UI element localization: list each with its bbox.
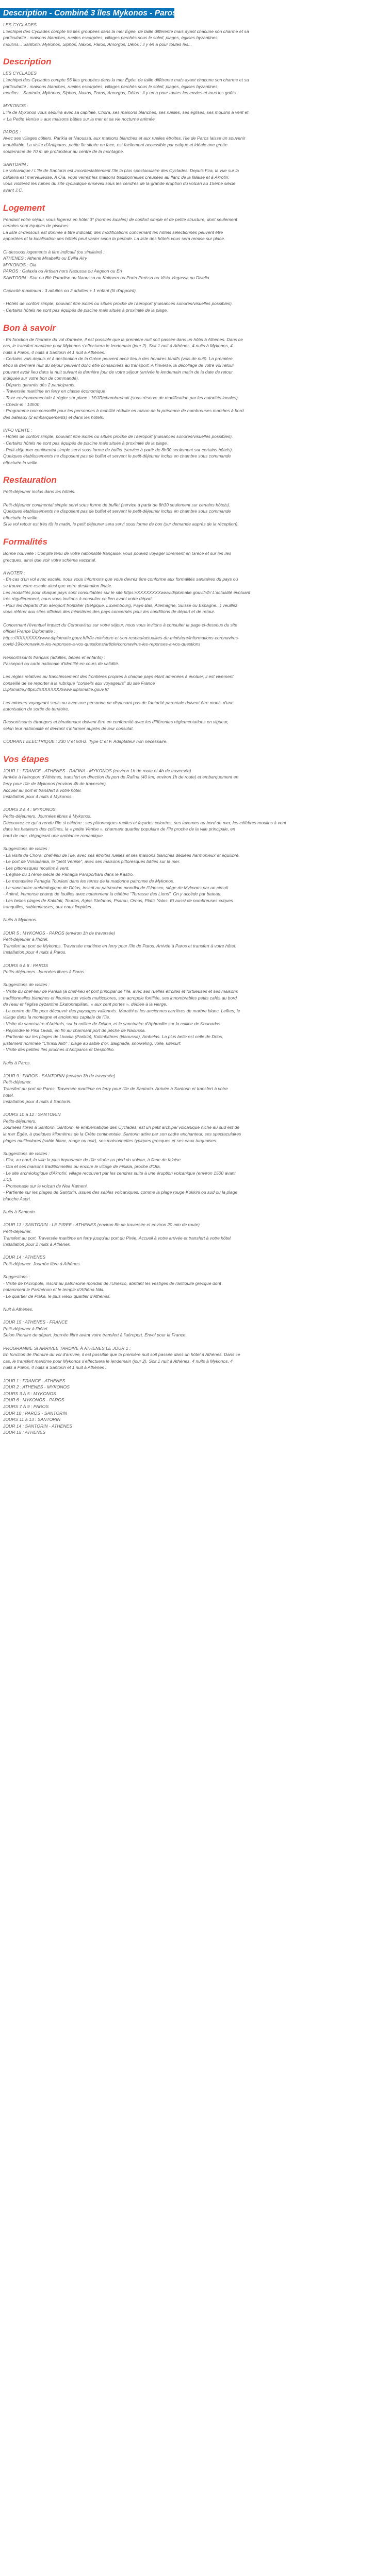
title-banner <box>0 8 226 18</box>
text-line: blanche Aspri. <box>3 1196 31 1201</box>
text-line: ATHENES : Athens Mirabello ou Evilia Airy <box>3 256 87 261</box>
paragraph-gap <box>3 281 385 288</box>
text-line: « La Petite Venise » aux maisons bâties sur la mer et sa vie nocturne animée. <box>3 116 156 122</box>
paragraph-gap <box>3 1105 385 1112</box>
section <box>3 323 385 466</box>
paragraph-gap <box>3 155 385 161</box>
text-line: - Programme non conseillé pour les personnes à mobilité réduite en raison de la présence de nombreuses marches à bord <box>3 408 244 414</box>
text-line: PAROS : <box>3 129 21 134</box>
text-line: - La visite de Chora, chef-lieu de l'île, avec ses étroites ruelles et ses maisons blanches dédiées harmonieux et équilibré. <box>3 852 240 858</box>
page-title: Description - Combiné 3 îles Mykonos - Paros - Santorin 3* <box>3 9 226 18</box>
paragraph-gap <box>3 1248 385 1255</box>
text-line: Si le vol retour est très tôt le matin, le petit déjeuner sera servi sous forme de box (sur demande auprès de la réception). <box>3 521 239 527</box>
text-line: cas, le transfert maritime pour Mykonos s'effectuera le lendemain (jour 2). Soit 1 nuit à Athènes, 4 nuits à Mykonos, 4 <box>3 343 233 349</box>
text-line: Petits-déjeuners. Journées libres à Paros. <box>3 969 86 975</box>
text-line: JOUR 13 : SANTORIN - LE PIREE - ATHENES (environ 8h de traversée et environ 20 min de route) <box>3 1222 200 1228</box>
text-line: Transfert au port de Mykonos. Traversée maritime en ferry pour l'île de Paros. Arrivée à Paros et transfert à votre hôtel. <box>3 943 236 948</box>
text-line: MYKONOS : <box>3 103 28 109</box>
text-line: caldeira est merveilleuse. A Oïa, vous verrez les maisons traditionnelles creusées au flanc de la falaise et à Akrotiri, <box>3 174 230 180</box>
text-line: notamment le Parthénon et le temple d'Athéna Niki. <box>3 1287 105 1293</box>
text-line: Suggestions de visites : <box>3 845 50 851</box>
paragraph-gap <box>3 294 385 301</box>
section <box>3 57 385 193</box>
text-line: Petit-déjeuner à l'hôtel. <box>3 1326 48 1331</box>
text-line: Concernant l'éventuel impact du Coronavirus sur votre séjour, nous vous invitons à consulter la page ci-dessous du site <box>3 622 238 628</box>
text-line: - Oïa et ses maisons traditionnelles ou encore le village de Finikia, proche d'Oïa. <box>3 1164 161 1170</box>
text-line: JOURS 2 à 4 : MYKONOS <box>3 807 56 812</box>
text-line: - Le site archéologique d'Akrotiri, village recouvert par les cendres suite à une éruption volcanique (environ 1500 avant <box>3 1170 236 1176</box>
text-line: - Visite des petites îles proches d'Antiparos et Despotiko. <box>3 1047 115 1053</box>
text-line: Suggestions : <box>3 1274 30 1280</box>
paragraph-gap <box>3 1144 385 1150</box>
text-line: Avec ses villages côtiers, Parikia et Naoussa, aux maisons blanches et aux ruelles étroites, l'île de Paros laisse un souvenir <box>3 135 246 141</box>
text-line: - Partiente sur les plages de Livadia (Parikia), Kolimbithres (Naoussa), Ambelas. La plus belle est celle de Drios, <box>3 1034 223 1040</box>
text-line: Ressortissants français (adultes, bébés et enfants) : <box>3 654 105 660</box>
text-line: nuits à Paros, 4 nuits à Santorin et 1 nuit à Athènes : <box>3 1365 107 1370</box>
text-line: - Check-in : 14h00 <box>3 401 40 407</box>
text-line: la mer Égée, à quelques kilomètres de la Crète continentale. Santorin attire par son cadre enchanteur, ses spectaculaires <box>3 1131 241 1137</box>
text-line: J.C). <box>3 1177 13 1182</box>
text-line: très régulièrement, nous vous invitons à consulter ce lien avant votre départ. <box>3 596 153 602</box>
text-line: Petit-déjeuner inclus dans les hôtels. <box>3 489 75 495</box>
paragraph-gap <box>3 1313 385 1319</box>
section-heading: Vos étapes <box>3 754 50 764</box>
paragraph-gap <box>3 667 385 674</box>
text-line: - Pour les départs d'un aéroport frontalier (Belgique, Luxembourg, Pays-Bas, Allemagne, Suisse ou Espagne...) veuillez <box>3 602 238 608</box>
text-line: traditionnelles blanches et fleuries aux volets multicolores, son acropole fortifiée, ses innombrables petits cafés au bord <box>3 995 237 1001</box>
text-line: - En fonction de l'horaire du vol d'arrivée, il est possible que la première nuit soit passée dans un hôtel à Athènes. Dans ce <box>3 336 243 342</box>
text-line: selon leur nationalité et devront s'informer auprès de leur consulat. <box>3 726 134 732</box>
text-line: Petit-déjeuner à l'hôtel. <box>3 937 48 942</box>
text-line: se trouve votre escale ainsi que votre destination finale. <box>3 583 112 588</box>
text-line: Selon l'horaire de départ, journée libre avant votre transfert à l'aéroport. Envol pour la France. <box>3 1332 187 1338</box>
text-line: grecques, ainsi que voir votre schéma vaccinal. <box>3 557 96 563</box>
text-line: Installation pour 4 nuits à Mykonos. <box>3 794 73 800</box>
text-line: JOUR 14 : SANTORIN - ATHENES <box>3 1423 73 1429</box>
text-line: cas, le transfert maritime pour Mykonos s'effectuera le lendemain (jour 2). Soit 1 nuit à Athènes, 4 nuits à Mykonos, 4 <box>3 1358 233 1364</box>
text-line: particularité : maisons blanches, ruelles escarpées, villages perchés sous le soleil, plages, églises byzantines, <box>3 35 219 41</box>
text-line: Nuits à Mykonos. <box>3 917 37 923</box>
text-line: JOURS 6 à 8 : PAROS <box>3 962 48 968</box>
section <box>3 475 385 528</box>
description-content <box>3 22 385 1440</box>
text-line: - Le monastère Panagia Tourliani dans les terres de la madonne patronne de Mykonos. <box>3 878 174 884</box>
paragraph-gap <box>3 615 385 622</box>
text-line: JOUR 2 : ATHENES - MYKONOS <box>3 1384 70 1390</box>
text-line: LES CYCLADES <box>3 71 37 76</box>
text-line: Petit-déjeuner. Journée libre à Athènes. <box>3 1261 81 1266</box>
paragraph-gap <box>3 839 385 845</box>
paragraph-gap <box>3 1202 385 1209</box>
text-line: - Taxe environnementale à régler sur place : 1€/JR/chambre/nuit (sous réserve de modification par les autorités locales). <box>3 395 239 400</box>
text-line: Petit-déjeuner. <box>3 1079 32 1085</box>
text-line: JOUR 9 : PAROS - SANTORIN (environ 3h de traversée) <box>3 1073 116 1078</box>
text-line: - Partiente sur les plages de Santorin, issues des sables volcaniques, comme la plage rouge Kokkini ou sud ou la plage <box>3 1190 238 1195</box>
text-line: SANTORIN : <box>3 161 29 167</box>
text-line: plages multicolores (sable blanc, rouge ou noir), ses maisonnettes typiques grecques et ses eaux turquoises. <box>3 1138 218 1143</box>
paragraph-gap <box>3 96 385 103</box>
paragraph-gap <box>3 1371 385 1378</box>
paragraph-gap <box>3 563 385 570</box>
section-heading: Description <box>3 57 52 67</box>
text-line: Nuit à Athènes. <box>3 1307 34 1312</box>
text-line: Le volcanique / L'île de Santorin est incontestablement l'île la plus spectaculaire des Cyclades. Depuis Fira, la vue sur la <box>3 168 239 174</box>
text-line: JOUR 1 : FRANCE - ATHENES - RAFINA - MYKONOS (environ 1h de route et 4h de traversée) <box>3 768 191 773</box>
text-line: JOURS 10 à 12 : SANTORIN <box>3 1112 61 1117</box>
text-line: - Le centre de l'île pour découvrir des paysages vallonnés. Marathi et les anciennes carrières de marbre blanc, Lefkes, le <box>3 1008 240 1013</box>
text-line: avant J.C. <box>3 188 23 193</box>
text-line: La liste ci-dessous est donnée à titre indicatif, des modifications concernant les hôtels sélectionnés peuvent être <box>3 229 223 235</box>
paragraph-gap <box>3 713 385 719</box>
text-line: - Départs garantis dès 2 participants. <box>3 382 76 387</box>
text-line: - Le port de Vrisokanka, le "petit Venise", avec ses maisons pittoresques bâties sur la mer. <box>3 859 181 865</box>
text-line: JOUR 15 : ATHENES <box>3 1430 46 1435</box>
section-heading: Bon à savoir <box>3 323 56 333</box>
text-line: Installation pour 4 nuits à Santorin. <box>3 1099 72 1105</box>
paragraph-gap <box>3 693 385 700</box>
paragraph-gap <box>3 1053 385 1060</box>
text-line: Les mineurs voyageant seuls ou avec une personne ne disposant pas de l'autorité parentale doivent être munis d'une <box>3 700 234 705</box>
text-line: L'archipel des Cyclades compte 56 îles groupées dans la mer Égée, de taille différente mais ayant chacune son charme et sa <box>3 28 249 34</box>
text-line: Arrivée à l'aéroport d'Athènes, transfert en direction du port de Rafina (40 km, environ 1h de route) et embarquement en <box>3 774 239 780</box>
paragraph-gap <box>3 1066 385 1073</box>
text-line: village dans la montagne et anciennes capitale de l'île. <box>3 1014 110 1020</box>
text-line: L'archipel des Cyclades compte 56 îles groupées dans la mer Égée, de taille différente mais ayant chacune son charme et sa <box>3 77 249 82</box>
text-line: - Hôtels de confort simple, pouvant être isolés ou situés proche de l'aéroport (nuisances sonores/visuelles possibles). <box>3 434 233 439</box>
text-line: - En cas d'un vol avec escale, nous vous informons que vous devrez être conforme aux formalités sanitaires du pays où <box>3 577 238 582</box>
paragraph-gap <box>3 495 385 502</box>
text-line: Transfert au port de Paros. Traversée maritime en ferry pour l'île de Santorin. Arrivée à Santorin et transfert à votre <box>3 1086 228 1091</box>
section <box>3 754 385 1436</box>
text-line: certains sont équipés de piscines. <box>3 223 70 229</box>
text-line: - Fira, au nord, la ville la plus importante de l'île située au pied du volcan, à flanc de falaise. <box>3 1157 182 1163</box>
text-line: Capacité maximum : 3 adultes ou 2 adultes + 1 enfant (lit d'appoint). <box>3 288 137 294</box>
text-line: PAROS : Galaxia ou Artisan hors Naoussa ou Aegeon ou Eri <box>3 268 122 274</box>
text-line: indiquée sur votre bon de commande). <box>3 376 79 381</box>
text-line: des bateaux (2 embarquements) et dans les hôtels. <box>3 414 104 420</box>
text-line: particularité : maisons blanches, ruelles escarpées, villages perchés sous le soleil, plages, églises byzantines, <box>3 83 219 89</box>
text-line: Petit-déjeuner continental simple servi sous forme de buffet (service à partir de 8h30 seulement sur certains hôtels). <box>3 502 231 507</box>
text-line: - Les belles plages de Kalafati, Tourlos, Agios Stefanos, Psarou, Ornos, Platis Yalos. Et aussi de nombreuses criques <box>3 897 233 903</box>
text-line: apportées et la localisation des hôtels peut varier selon la période. La liste des hôtels vous sera remise sur place. <box>3 236 225 242</box>
text-line: autorisation de sortie de territoire. <box>3 706 70 712</box>
text-line: dans les hauteurs des collines, la « petite Venise », charmant quartier populaire de l'île proche de la ville principale, en <box>3 826 235 832</box>
paragraph-gap <box>3 956 385 962</box>
text-line: - Animé, immense champ de fouilles avec notamment la célèbre "Terrasse des Lions". On y accède par bateau. <box>3 891 222 897</box>
section <box>3 203 385 314</box>
text-line: Installation pour 4 nuits à Paros. <box>3 950 67 955</box>
text-line: Nuits à Santorin. <box>3 1209 36 1215</box>
paragraph-gap <box>3 1338 385 1345</box>
paragraph-gap <box>3 800 385 807</box>
text-line: JOUR 10 : PAROS - SANTORIN <box>3 1410 67 1416</box>
text-line: tranquilles, sablonneuses, aux eaux limpides... <box>3 904 95 910</box>
text-line: effectuée la veille. <box>3 515 39 520</box>
text-line: Nuits à Paros. <box>3 1060 31 1065</box>
text-line: MYKONOS : Oia <box>3 262 37 267</box>
text-line: nuits à Paros, 4 nuits à Santorin et 1 nuit à Athènes. <box>3 349 105 355</box>
text-line: En fonction de l'horaire du vol d'arrivée, il est possible que la première nuit soit passée dans un hôtel à Athènes. Dans ce <box>3 1352 240 1358</box>
text-line: Ci-dessous logements à titre indicatif (ou similaire) : <box>3 249 105 255</box>
paragraph-gap <box>3 975 385 982</box>
text-line: JOURS 7 À 9 : PAROS <box>3 1404 49 1409</box>
text-line: - Petit-déjeuner continental simple servi sous forme de buffet (service à partir de 8h30 seulement sur certains hôtels). <box>3 447 233 452</box>
text-line: souterraine de 70 m de profondeur au centre de la montagne. <box>3 148 124 154</box>
paragraph-gap <box>3 732 385 739</box>
text-line: de l'eau et l'église byzantine Ekatontapiliani, « aux cent portes », dédiée à la vierge. <box>3 1002 168 1007</box>
text-line: Accueil au port et transfert à votre hôtel. <box>3 787 82 793</box>
text-line: SANTORIN : Star ou Blé Paradise ou Naoussa ou Kalmero ou Porto Perissa ou Vista Vegassa ou Divelia <box>3 275 209 280</box>
text-line: JOUR 14 : ATHENES <box>3 1255 46 1260</box>
section-heading: Restauration <box>3 475 57 485</box>
text-line: Petits-déjeuners. <box>3 1118 37 1124</box>
text-line: JOURS 3 À 5 : MYKONOS <box>3 1391 56 1396</box>
section-heading: Logement <box>3 202 45 213</box>
text-line: A NOTER : <box>3 570 25 575</box>
text-line: - Visite de l'Acropole, inscrit au patrimoine mondial de l'Unesco, abritant les vestiges de l'antiquité grecque dont <box>3 1280 221 1286</box>
text-line: - Certains hôtels ne sont pas équipés de piscine mais situés à proximité de la plage. <box>3 307 168 313</box>
text-line: vous référer aux sites officiels des ministères des pays concernés pour les conditions de départ et de retour. <box>3 609 215 615</box>
text-line: Petits-déjeuners. Journées libres à Mykonos. <box>3 813 92 819</box>
section-heading: Formalités <box>3 537 47 547</box>
text-line: L'île de Mykonos vous séduira avec sa capitale, Chora, ses maisons blanches, ses ruelles, ses églises, ses moulins à vent et <box>3 109 249 115</box>
text-line: moulins... Santorin, Mykonos, Siphos, Naxos, Paros, Amorgos, Délos : il y en a pour toutes les envies et tous les goûts. <box>3 90 237 96</box>
text-line: - Le sanctuaire archéologique de Délos, inscrit au patrimoine mondial de l'Unesco, siège de Mykonos par un circuit <box>3 885 229 890</box>
text-line: pouvant avoir lieu dans la nuit suivant la dernière jour de votre séjour (arrivée le lendemain matin de la date de retour <box>3 369 233 375</box>
section <box>3 537 385 745</box>
text-line: moulins... Santorin, Mykonos, Siphos, Naxos, Paros, Amorgos, Délos : il y en a pour toutes les... <box>3 41 192 47</box>
text-line: justement nommée "Chrissi Akti" : plage au sable d'or. Baignade, snorkeling, voile, kitesurf. <box>3 1040 182 1046</box>
text-line: effectuée la veille. <box>3 460 39 465</box>
text-line: INFO VENTE : <box>3 427 32 433</box>
text-line: Passeport ou carte nationale d'identité en cours de validité. <box>3 661 119 667</box>
text-line: vous visiterez les ruines du site cycladique enseveli sous les cendres de la grande éruption du volcan au 15ème siècle <box>3 181 236 187</box>
text-line: covid-19/coronavirus-les-reponses-a-vos-questions/article/coronavirus-les-reponses-a-vos-questions <box>3 641 201 647</box>
text-line: Petit-déjeuner. <box>3 1228 32 1234</box>
text-line: - Visite du chef-lieu de Parikia (à chef-lieu et port principal de l'île, avec ses ruelles étroites et tortueuses et ses maisons <box>3 989 238 994</box>
text-line: et/ou la dernière nuit du séjour peuvent donc être consacrées au transport. A l'inverse, la décollage de votre vol retour <box>3 362 234 368</box>
text-line: - Rejoindre le Pisa Livadi, en fin au charmant port de pêche de Naoussa. <box>3 1027 146 1033</box>
text-line: ferry pour l'île de Mykonos (environ 4h de traversée). <box>3 781 107 786</box>
text-line: officiel France Diplomatie : <box>3 629 56 634</box>
text-line: Installation pour 2 nuits à Athènes. <box>3 1242 71 1247</box>
text-line: Transfert au port. Traversée maritime en ferry jusqu'au port du Pirée. Accueil à votre arrivée et transfert à votre hôtel. <box>3 1235 232 1241</box>
text-line: Quelques établissements ne disposent pas de buffet et servent le petit-déjeuner inclus en chambre sous commande <box>3 453 231 459</box>
text-line: - Hôtels de confort simple, pouvant être isolés ou situés proche de l'aéroport (nuisances sonores/visuelles possibles). <box>3 301 233 307</box>
paragraph-gap <box>3 648 385 654</box>
paragraph-gap <box>3 923 385 930</box>
text-line: JOURS 11 à 13 : SANTORIN <box>3 1417 60 1422</box>
text-line: JOUR 15 : ATHENES - FRANCE <box>3 1319 68 1325</box>
text-line: Pendant votre séjour, vous logerez en hôtel 3* (normes locales) de confort simple et de petite structure, dont seulement <box>3 216 237 222</box>
text-line: PROGRAMME SI ARRIVEE TARDIVE À ATHENES LE JOUR 1 : <box>3 1345 131 1351</box>
text-line: Suggestions de visites : <box>3 1150 50 1156</box>
text-line: - Promenade sur le volcan de Nea Kameni. <box>3 1183 88 1189</box>
text-line: inoubliable. La visite d'Antiparos, petite île située en face, est facilement accessible par caïque et idéale une grotte <box>3 142 227 147</box>
text-line: Diplomatie,https://XXXXXXXXwww.diplomatie.gouv.fr/ <box>3 687 109 692</box>
text-line: JOUR 1 : FRANCE - ATHENES <box>3 1378 66 1383</box>
text-line: Ressortissants étrangers et binationaux doivent être en conformité avec les différentes réglementations en vigueur, <box>3 719 229 725</box>
text-line: Suggestions de visites : <box>3 982 50 988</box>
text-line: - Les pittoresques moulins à vent. <box>3 865 70 871</box>
text-line: - Le quartier de Plaka, le plus vieux quartier d'Athènes. <box>3 1293 111 1299</box>
paragraph-gap <box>3 1267 385 1274</box>
text-line: Les modalités pour chaque pays sont consultables sur le site https://XXXXXXXXwww.diplomatie.gouv.fr/fr/ L'actualité évoluant <box>3 589 251 595</box>
text-line: https://XXXXXXXXwww.diplomatie.gouv.fr/fr/le-ministere-et-son-reseau/actualites-du-ministere/informations-coronavirus- <box>3 635 239 640</box>
text-line: - Certains hôtels ne sont pas équipés de piscine mais situés à proximité de la plage. <box>3 440 168 446</box>
text-line: - Certains vols depuis et à destination de la Grèce peuvent avoir lieu à des horaires tardifs (vols de nuit). La première <box>3 356 233 362</box>
text-line: Découvrez ce qui a rendu l'île si célèbre : ses pittoresques ruelles et façades colorées, ses tavernes au bord de mer, les célèbres moulins à vent <box>3 820 286 825</box>
paragraph-gap <box>3 420 385 427</box>
paragraph-gap <box>3 242 385 249</box>
text-line: bord de mer, dégageant une ambiance romantique. <box>3 833 104 838</box>
text-line: Quelques établissements ne disposent pas de buffet et servent le petit-déjeuner inclus en chambre sous commande <box>3 509 231 514</box>
text-line: - Traversée maritime en ferry en classe économique <box>3 388 106 394</box>
text-line: - Visite du sanctuaire d'Artémis, sur la colline de Délion, et le sanctuaire d'Aphrodite sur la colline de Kounados. <box>3 1021 222 1026</box>
text-line: JOUR 5 : MYKONOS - PAROS (environ 1h de traversée) <box>3 930 116 936</box>
section <box>3 22 385 47</box>
text-line: JOUR 6 : MYKONOS - PAROS <box>3 1397 64 1403</box>
text-line: COURANT ELECTRIQUE : 230 V et 50Hz. Type C et F. Adaptateur non nécessaire. <box>3 739 168 744</box>
paragraph-gap <box>3 1300 385 1307</box>
paragraph-gap <box>3 122 385 129</box>
paragraph-gap <box>3 1215 385 1222</box>
text-line: conseillé de se reporter à la rubrique "conseils aux voyageurs" du site France <box>3 680 155 686</box>
text-line: Journées libres à Santorin. Santorin, le emblématique des Cyclades, est un petit archipel volcanique niché au sud est de <box>3 1125 240 1130</box>
text-line: hôtel. <box>3 1092 14 1098</box>
text-line: Les règles relatives au franchissement des frontières propres à chaque pays étant amenées à évoluer, il est vivement <box>3 674 234 680</box>
paragraph-gap <box>3 910 385 917</box>
text-line: LES CYCLADES <box>3 22 37 27</box>
text-line: Bonne nouvelle : Compte tenu de votre nationalité française, vous pouvez voyager librement en Grèce et sur les îles <box>3 551 232 556</box>
text-line: - L'église du 17ème siècle de Panagia Paraportiani dans le Kastro. <box>3 872 134 877</box>
